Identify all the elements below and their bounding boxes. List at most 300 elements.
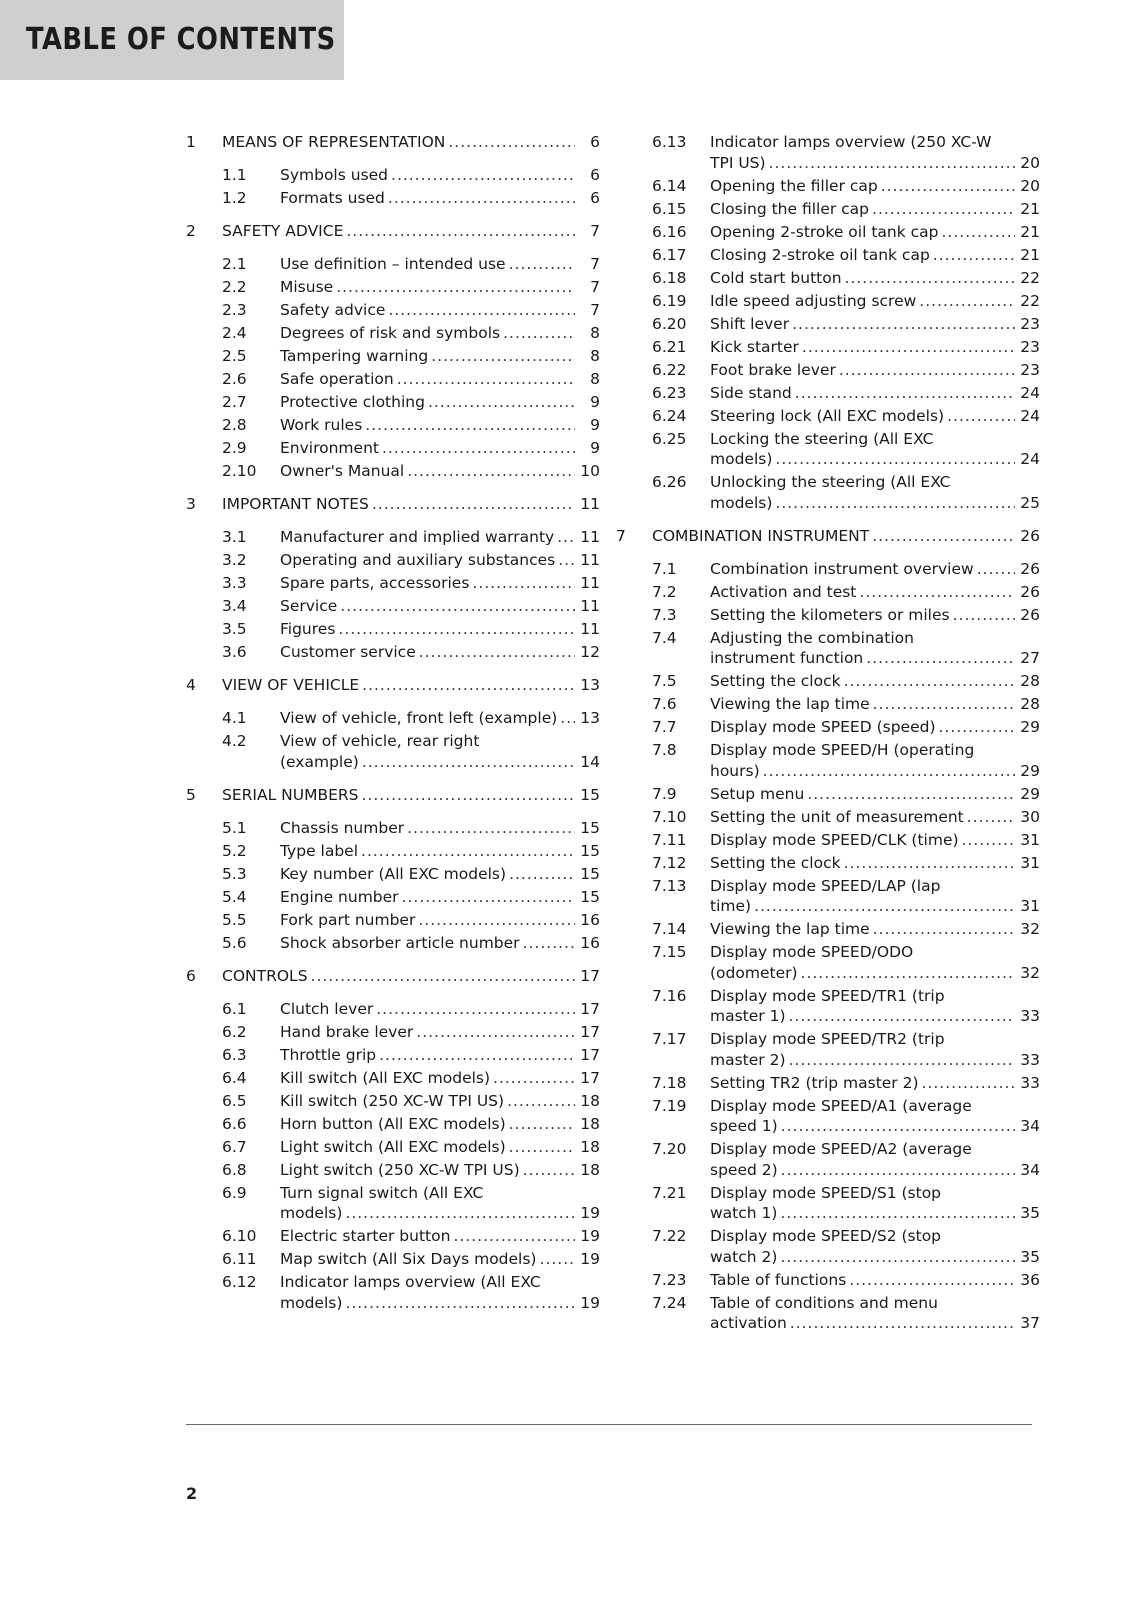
dot-leader [338, 619, 575, 640]
toc-entry-title: Setting the unit of measurement [710, 807, 964, 826]
toc-section-entry[interactable] [186, 619, 600, 640]
dot-leader [807, 784, 1015, 805]
dot-leader [362, 675, 575, 696]
toc-entry-page: 23 [1020, 314, 1040, 333]
toc-entry-page: 7 [590, 278, 600, 296]
toc-entry-title: Safety advice [280, 301, 386, 319]
toc-entry-number: 2.2 [222, 278, 247, 296]
toc-section-entry[interactable] [630, 671, 1040, 692]
toc-entry-number: 6.17 [652, 245, 687, 264]
toc-section-entry[interactable] [186, 818, 600, 839]
toc-entry-title: Cold start button [710, 268, 842, 287]
toc-entry-page: 17 [580, 1045, 600, 1064]
toc-entry-page: 31 [1020, 830, 1040, 849]
dot-leader [792, 314, 1015, 335]
dot-leader [845, 268, 1015, 289]
dot-leader [780, 1247, 1015, 1268]
toc-entry-title: Closing 2-stroke oil tank cap [710, 245, 930, 264]
toc-chapter-entry[interactable] [186, 494, 600, 515]
toc-entry-number: 3.1 [222, 528, 247, 546]
toc-section-entry[interactable] [186, 999, 600, 1020]
toc-entry-title: time) [710, 897, 752, 915]
toc-chapter-entry[interactable] [186, 132, 600, 153]
toc-entry-title: Protective clothing [280, 393, 425, 411]
toc-section-entry[interactable] [630, 429, 1040, 470]
toc-entry-title: Idle speed adjusting screw [710, 291, 917, 310]
toc-entry-page: 16 [580, 910, 600, 929]
dot-leader [509, 254, 575, 275]
toc-entry-title: Adjusting the combination [710, 628, 914, 647]
toc-entry-number: 2.6 [222, 370, 247, 388]
toc-entry-page: 9 [590, 393, 600, 411]
toc-entry-number: 7.1 [652, 559, 677, 578]
dot-leader [933, 245, 1015, 266]
toc-entry-number: 2.7 [222, 393, 247, 411]
toc-entry-title: Customer service [280, 643, 416, 661]
toc-entry-page: 11 [580, 551, 600, 569]
toc-entry-number: 6.20 [652, 314, 687, 333]
dot-leader [942, 222, 1016, 243]
toc-entry-number: 2.5 [222, 347, 247, 365]
toc-entry-page: 23 [1020, 360, 1040, 379]
toc-entry-title: Display mode SPEED/TR1 (trip [710, 986, 945, 1005]
toc-entry-number: 6.7 [222, 1137, 247, 1156]
toc-section-entry[interactable] [630, 582, 1040, 603]
toc-entry-page: 15 [580, 841, 600, 860]
toc-section-entry[interactable] [630, 876, 1040, 917]
toc-entry-page: 11 [580, 528, 600, 546]
toc-entry-page: 13 [580, 709, 600, 727]
dot-leader [795, 383, 1015, 404]
dot-leader [953, 605, 1015, 626]
dot-leader [419, 642, 575, 663]
toc-chapter-entry[interactable] [186, 675, 600, 696]
toc-entry-title: Manufacturer and implied warranty [280, 528, 555, 546]
dot-leader [873, 694, 1015, 715]
dot-leader [523, 1160, 575, 1181]
dot-leader [345, 1203, 575, 1224]
dot-leader [362, 752, 575, 773]
toc-entry-page: 33 [1020, 1050, 1040, 1069]
toc-section-entry[interactable] [630, 406, 1040, 427]
toc-section-entry[interactable] [630, 1293, 1040, 1334]
toc-entry-page: 26 [1020, 605, 1040, 624]
toc-entry-page: 11 [580, 495, 600, 513]
toc-section-entry[interactable] [186, 864, 600, 885]
toc-entry-title: Shift lever [710, 314, 790, 333]
dot-leader [509, 1137, 575, 1158]
toc-entry-number: 2.9 [222, 439, 247, 457]
dot-leader [365, 415, 575, 436]
toc-entry-page: 27 [1020, 649, 1040, 667]
toc-entry-number: 7.17 [652, 1030, 687, 1048]
toc-entry-title: Map switch (All Six Days models) [280, 1250, 537, 1268]
toc-entry-number: 7.18 [652, 1073, 687, 1092]
toc-section-entry[interactable] [186, 254, 600, 275]
toc-entry-number: 6.15 [652, 199, 687, 218]
dot-leader [872, 199, 1015, 220]
toc-entry-title: Hand brake lever [280, 1022, 414, 1041]
toc-section-entry[interactable] [186, 1272, 600, 1313]
dot-leader [922, 1073, 1015, 1094]
toc-entry-title: instrument function [710, 649, 864, 667]
toc-entry-page: 21 [1020, 222, 1040, 241]
toc-entry-number: 6.6 [222, 1114, 247, 1133]
dot-leader [866, 648, 1015, 669]
toc-section-entry[interactable] [630, 1096, 1040, 1137]
dot-leader [939, 717, 1016, 738]
dot-leader [507, 1091, 575, 1112]
toc-section-entry[interactable] [630, 830, 1040, 851]
toc-entry-title: Misuse [280, 278, 334, 296]
toc-entry-number: 6 [186, 966, 196, 985]
toc-entry-page: 7 [590, 255, 600, 273]
toc-entry-page: 32 [1020, 920, 1040, 938]
toc-entry-title: View of vehicle, rear right [280, 732, 480, 750]
toc-section-entry[interactable] [630, 268, 1040, 289]
toc-section-entry[interactable] [186, 642, 600, 663]
toc-entry-title: Fork part number [280, 910, 416, 929]
toc-entry-number: 7.9 [652, 784, 677, 803]
toc-entry-page: 11 [580, 620, 600, 638]
toc-entry-title: (odometer) [710, 963, 798, 982]
dot-leader [849, 1270, 1015, 1291]
toc-entry-page: 24 [1020, 450, 1040, 468]
dot-leader [962, 830, 1015, 851]
dot-leader [839, 360, 1015, 381]
toc-section-entry[interactable] [630, 222, 1040, 243]
toc-entry-title: Environment [280, 439, 379, 457]
toc-entry-title: Setting the kilometers or miles [710, 605, 950, 624]
dot-leader [873, 919, 1015, 940]
toc-entry-number: 4.2 [222, 732, 247, 750]
toc-entry-page: 34 [1020, 1117, 1040, 1135]
dot-leader [431, 346, 575, 367]
toc-section-entry[interactable] [186, 731, 600, 772]
toc-entry-title: Setting TR2 (trip master 2) [710, 1073, 919, 1092]
toc-entry-page: 8 [590, 347, 600, 365]
toc-entry-page: 17 [580, 966, 600, 985]
toc-entry-title: Horn button (All EXC models) [280, 1114, 506, 1133]
toc-entry-number: 1.2 [222, 189, 247, 207]
dot-leader [362, 785, 576, 806]
toc-entry-number: 6.19 [652, 291, 687, 310]
toc-entry-title: Display mode SPEED/S1 (stop [710, 1183, 942, 1202]
toc-entry-number: 2.1 [222, 255, 247, 273]
toc-entry-page: 29 [1020, 761, 1040, 780]
toc-entry-title: Locking the steering (All EXC [710, 429, 934, 448]
dot-leader [311, 966, 575, 987]
toc-entry-page: 6 [590, 166, 600, 184]
toc-section-entry[interactable] [630, 807, 1040, 828]
toc-section-entry[interactable] [630, 605, 1040, 626]
toc-entry-number: 7.19 [652, 1096, 687, 1115]
toc-entry-number: 7.10 [652, 807, 687, 826]
toc-section-entry[interactable] [630, 1139, 1040, 1180]
toc-section-entry[interactable] [630, 717, 1040, 738]
toc-section-entry[interactable] [186, 596, 600, 617]
toc-entry-page: 24 [1020, 406, 1040, 425]
toc-section-entry[interactable] [186, 1091, 600, 1112]
toc-entry-number: 5.3 [222, 864, 247, 883]
toc-entry-number: 7.8 [652, 741, 677, 759]
dot-leader [379, 1045, 575, 1066]
toc-entry-page: 8 [590, 370, 600, 388]
toc-entry-page: 18 [580, 1114, 600, 1133]
toc-section-entry[interactable] [186, 369, 600, 390]
toc-section-entry[interactable] [186, 933, 600, 954]
dot-leader [416, 1022, 575, 1043]
toc-section-entry[interactable] [630, 1270, 1040, 1291]
toc-entry-number: 6.11 [222, 1250, 257, 1268]
toc-entry-page: 15 [580, 785, 600, 804]
dot-leader [340, 596, 575, 617]
toc-section-entry[interactable] [186, 910, 600, 931]
toc-entry-number: 7 [616, 526, 626, 545]
toc-section-entry[interactable] [630, 559, 1040, 580]
toc-entry-title: Opening 2-stroke oil tank cap [710, 222, 939, 241]
toc-section-entry[interactable] [186, 527, 600, 548]
toc-entry-number: 3.5 [222, 620, 247, 638]
toc-entry-number: 7.15 [652, 943, 687, 961]
toc-section-entry[interactable] [186, 346, 600, 367]
toc-entry-page: 19 [580, 1250, 600, 1268]
toc-entry-title: Opening the filler cap [710, 176, 878, 195]
toc-entry-page: 25 [1020, 493, 1040, 512]
toc-entry-number: 6.12 [222, 1273, 257, 1291]
toc-entry-number: 6.16 [652, 222, 687, 241]
toc-entry-page: 26 [1020, 582, 1040, 601]
toc-section-entry[interactable] [630, 472, 1040, 513]
toc-section-entry[interactable] [186, 392, 600, 413]
toc-entry-number: 6.18 [652, 268, 687, 287]
toc-section-entry[interactable] [186, 1160, 600, 1181]
toc-entry-title: SAFETY ADVICE [222, 222, 344, 240]
toc-entry-number: 6.21 [652, 337, 687, 356]
dot-leader [539, 1249, 575, 1270]
dot-leader [844, 853, 1015, 874]
toc-entry-title: master 2) [710, 1050, 786, 1069]
toc-entry-page: 37 [1020, 1314, 1040, 1332]
toc-section-entry[interactable] [186, 1045, 600, 1066]
toc-section-entry[interactable] [186, 461, 600, 482]
toc-section-entry[interactable] [186, 165, 600, 186]
toc-section-entry[interactable] [186, 1183, 600, 1224]
toc-section-entry[interactable] [630, 740, 1040, 781]
toc-entry-number: 3.2 [222, 551, 247, 569]
toc-entry-number: 4.1 [222, 709, 247, 727]
toc-entry-number: 7.22 [652, 1227, 687, 1245]
toc-entry-page: 20 [1020, 153, 1040, 172]
dot-leader [397, 369, 575, 390]
toc-section-entry[interactable] [630, 132, 1040, 173]
toc-entry-page: 35 [1020, 1204, 1040, 1222]
toc-entry-page: 15 [580, 864, 600, 883]
toc-entry-number: 6.26 [652, 473, 687, 491]
toc-section-entry[interactable] [630, 1183, 1040, 1224]
toc-section-entry[interactable] [630, 1226, 1040, 1267]
toc-entry-title: Kick starter [710, 337, 799, 356]
toc-section-entry[interactable] [630, 314, 1040, 335]
toc-entry-page: 35 [1020, 1247, 1040, 1266]
toc-entry-page: 18 [580, 1137, 600, 1156]
dot-leader [754, 896, 1015, 917]
toc-entry-title: Table of conditions and menu [710, 1293, 938, 1312]
toc-entry-number: 6.10 [222, 1227, 257, 1245]
toc-entry-number: 7.20 [652, 1140, 687, 1158]
dot-leader [509, 1114, 575, 1135]
toc-entry-title: models) [710, 493, 773, 512]
toc-entry-page: 17 [580, 1022, 600, 1041]
toc-entry-number: 2.8 [222, 416, 247, 434]
toc-entry-title: Light switch (250 XC-W TPI US) [280, 1160, 520, 1179]
toc-entry-number: 7.7 [652, 718, 677, 736]
dot-leader [388, 188, 575, 209]
toc-entry-number: 7.16 [652, 986, 687, 1005]
toc-entry-page: 28 [1020, 695, 1040, 713]
toc-section-entry[interactable] [630, 337, 1040, 358]
toc-section-entry[interactable] [630, 853, 1040, 874]
toc-section-entry[interactable] [186, 550, 600, 571]
toc-section-entry[interactable] [186, 1022, 600, 1043]
toc-entry-page: 6 [590, 133, 600, 151]
toc-entry-title: Light switch (All EXC models) [280, 1137, 506, 1156]
toc-entry-page: 21 [1020, 199, 1040, 218]
toc-entry-title: Throttle grip [280, 1045, 377, 1064]
toc-entry-number: 5.5 [222, 910, 247, 929]
toc-entry-page: 32 [1020, 963, 1040, 982]
toc-section-entry[interactable] [186, 277, 600, 298]
toc-entry-title: Electric starter button [280, 1227, 451, 1245]
toc-section-entry[interactable] [630, 628, 1040, 669]
toc-entry-title: VIEW OF VEHICLE [222, 676, 360, 694]
toc-entry-title: Display mode SPEED/CLK (time) [710, 830, 959, 849]
toc-section-entry[interactable] [186, 1137, 600, 1158]
toc-chapter-entry[interactable] [186, 785, 600, 806]
toc-section-entry[interactable] [186, 438, 600, 459]
toc-entry-title: Kill switch (250 XC-W TPI US) [280, 1091, 505, 1110]
toc-entry-number: 6.5 [222, 1091, 247, 1110]
toc-entry-page: 9 [590, 416, 600, 434]
dot-leader [780, 1203, 1015, 1224]
toc-section-entry[interactable] [630, 291, 1040, 312]
toc-entry-number: 6.13 [652, 133, 687, 151]
toc-section-entry[interactable] [186, 1068, 600, 1089]
toc-section-entry[interactable] [186, 415, 600, 436]
toc-entry-title: Combination instrument overview [710, 559, 974, 578]
toc-entry-title: Setting the clock [710, 853, 841, 872]
toc-entry-title: Setting the clock [710, 672, 841, 690]
toc-section-entry[interactable] [630, 383, 1040, 404]
toc-entry-title: COMBINATION INSTRUMENT [652, 526, 870, 545]
toc-entry-page: 11 [580, 574, 600, 592]
toc-entry-title: Safe operation [280, 370, 394, 388]
toc-entry-title: MEANS OF REPRESENTATION [222, 133, 446, 151]
toc-section-entry[interactable] [186, 887, 600, 908]
toc-chapter-entry[interactable] [186, 221, 600, 242]
toc-entry-number: 6.2 [222, 1022, 247, 1041]
page-title: TABLE OF CONTENTS [26, 22, 336, 57]
toc-entry-number: 6.3 [222, 1045, 247, 1064]
toc-section-entry[interactable] [186, 1249, 600, 1270]
toc-entry-page: 17 [580, 999, 600, 1018]
toc-section-entry[interactable] [630, 942, 1040, 983]
toc-entry-number: 6.14 [652, 176, 687, 195]
toc-entry-title: Unlocking the steering (All EXC [710, 473, 951, 491]
toc-entry-title: Formats used [280, 189, 385, 207]
dot-leader [523, 933, 575, 954]
dot-leader [391, 165, 575, 186]
toc-entry-title: Display mode SPEED (speed) [710, 718, 936, 736]
toc-entry-page: 36 [1020, 1270, 1040, 1289]
toc-section-entry[interactable] [630, 986, 1040, 1027]
toc-section-entry[interactable] [186, 1114, 600, 1135]
toc-entry-title: speed 1) [710, 1117, 778, 1135]
toc-entry-page: 12 [580, 643, 600, 661]
toc-section-entry[interactable] [630, 176, 1040, 197]
toc-entry-page: 19 [580, 1293, 600, 1312]
toc-entry-title: Kill switch (All EXC models) [280, 1068, 491, 1087]
toc-entry-title: Steering lock (All EXC models) [710, 406, 945, 425]
toc-entry-title: Side stand [710, 383, 792, 402]
dot-leader [775, 449, 1015, 470]
toc-entry-page: 6 [590, 189, 600, 207]
toc-entry-page: 18 [580, 1160, 600, 1179]
toc-entry-page: 15 [580, 887, 600, 906]
toc-chapter-entry[interactable] [186, 966, 600, 987]
toc-section-entry[interactable] [630, 199, 1040, 220]
toc-section-entry[interactable] [630, 1073, 1040, 1094]
dot-leader [407, 461, 575, 482]
toc-section-entry[interactable] [630, 694, 1040, 715]
toc-entry-title: Display mode SPEED/A1 (average [710, 1096, 972, 1115]
toc-chapter-entry[interactable] [616, 526, 1040, 547]
dot-leader [557, 527, 575, 548]
toc-entry-page: 7 [590, 222, 600, 240]
toc-section-entry[interactable] [186, 841, 600, 862]
toc-entry-page: 20 [1020, 176, 1040, 195]
dot-leader [775, 493, 1015, 514]
toc-entry-title: Owner's Manual [280, 462, 405, 480]
toc-section-entry[interactable] [186, 300, 600, 321]
dot-leader [919, 291, 1015, 312]
toc-section-entry[interactable] [186, 1226, 600, 1247]
toc-entry-title: hours) [710, 761, 760, 780]
dot-leader [872, 526, 1015, 547]
dot-leader [560, 708, 575, 729]
dot-leader [472, 573, 575, 594]
toc-entry-title: master 1) [710, 1007, 786, 1025]
toc-section-entry[interactable] [186, 323, 600, 344]
toc-entry-page: 34 [1020, 1160, 1040, 1179]
toc-entry-title: activation [710, 1314, 787, 1332]
toc-section-entry[interactable] [630, 1029, 1040, 1070]
toc-section-entry[interactable] [630, 245, 1040, 266]
toc-section-entry[interactable] [186, 573, 600, 594]
toc-section-entry[interactable] [630, 360, 1040, 381]
toc-section-entry[interactable] [186, 188, 600, 209]
toc-section-entry[interactable] [630, 919, 1040, 940]
dot-leader [947, 406, 1015, 427]
toc-entry-title: Display mode SPEED/TR2 (trip [710, 1030, 945, 1048]
toc-entry-page: 23 [1020, 337, 1040, 356]
dot-leader [801, 963, 1015, 984]
toc-entry-title: Work rules [280, 416, 363, 434]
dot-leader [453, 1226, 575, 1247]
toc-entry-title: Viewing the lap time [710, 695, 870, 713]
toc-section-entry[interactable] [630, 784, 1040, 805]
toc-section-entry[interactable] [186, 708, 600, 729]
